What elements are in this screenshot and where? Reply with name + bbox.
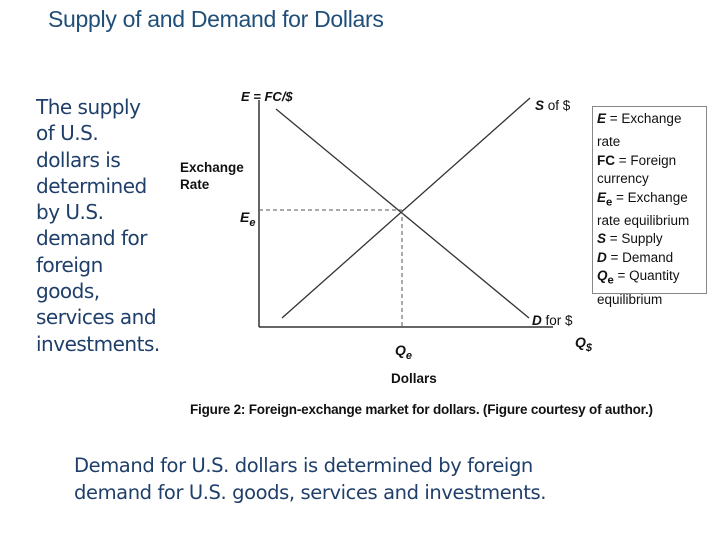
slide-title: Supply of and Demand for Dollars: [48, 6, 384, 32]
y-axis-name: Exchange: [180, 160, 244, 175]
x-axis-name: Dollars: [391, 371, 437, 386]
supply-text-line: of U.S.: [36, 121, 99, 146]
demand-explanation-text: [74, 452, 546, 506]
supply-text-line: goods,: [36, 279, 100, 304]
supply-text-line: investments.: [36, 331, 160, 356]
y-axis-title: E = FC/$: [241, 89, 293, 104]
legend-line: currency: [597, 171, 649, 187]
supply-text-line: foreign: [36, 252, 103, 277]
legend-line: $Q_e$ = Quantity: [597, 268, 680, 288]
legend-line: D = Demand: [597, 249, 674, 265]
supply-text-line: services and: [36, 305, 157, 330]
supply-curve: [282, 98, 530, 318]
legend-line: rate: [597, 134, 621, 150]
figure-caption: Figure 2: Foreign-exchange market for dollars. (Figure courtesy of author.): [190, 402, 653, 417]
equilibrium-rate-label: $E_e$: [240, 209, 256, 229]
equilibrium-quantity-label: $Q_e$: [395, 342, 413, 362]
x-axis-variable: $Q_{\$}$: [575, 334, 593, 354]
legend-box: [592, 106, 707, 307]
legend-line: S = Supply: [597, 231, 663, 247]
legend-line: E = Exchange: [597, 111, 682, 126]
supply-text-line: by U.S.: [36, 200, 104, 225]
demand-text-line: Demand for U.S. dollars is determined by foreign: [74, 454, 533, 477]
supply-text-line: dollars is: [36, 147, 121, 172]
legend-line: $E_e$ = Exchange: [597, 189, 688, 209]
supply-text-line: The supply: [36, 95, 141, 119]
demand-label: D for $: [532, 313, 573, 328]
legend-line: rate equilibrium: [597, 212, 690, 228]
supply-text-line: determined: [36, 173, 147, 198]
demand-text-line: demand for U.S. goods, services and investments.: [74, 481, 547, 504]
y-axis-name: Rate: [180, 177, 210, 192]
supply-text-line: demand for: [36, 226, 147, 251]
legend-line: equilibrium: [597, 291, 663, 307]
legend-line: FC = Foreign: [597, 152, 677, 168]
supply-label: S of $: [535, 98, 571, 113]
